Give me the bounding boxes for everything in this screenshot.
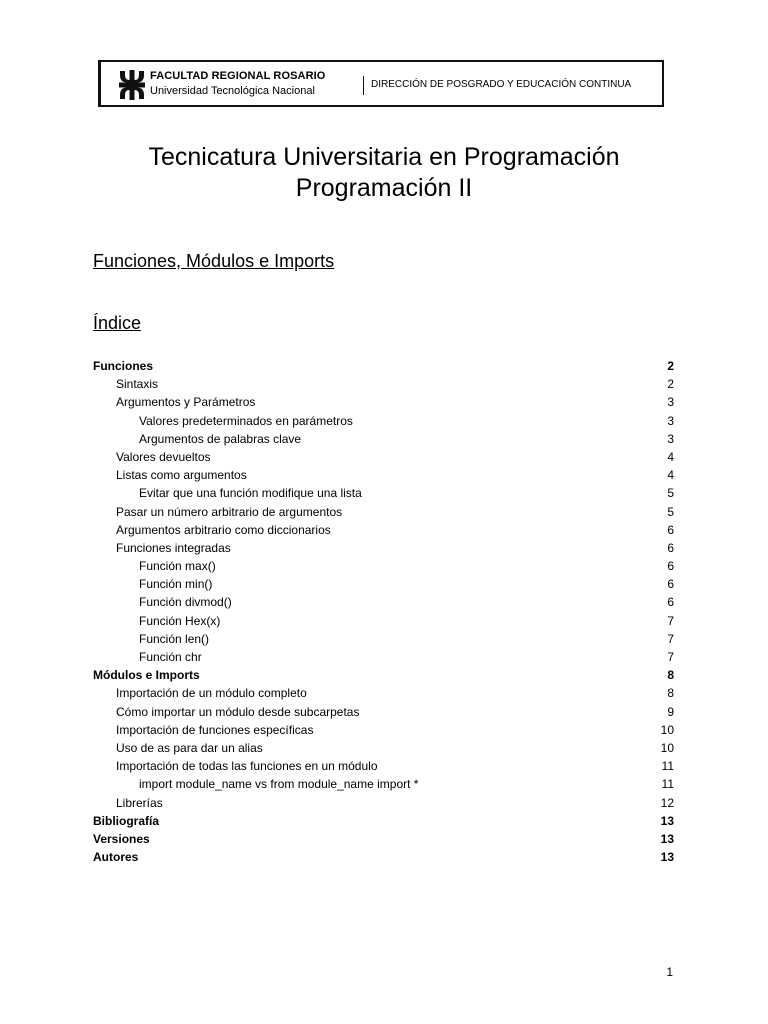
toc-entry-page[interactable]: 3: [667, 395, 674, 410]
document-title: [0, 142, 768, 204]
toc-entry-label[interactable]: Argumentos y Parámetros: [116, 395, 256, 410]
toc-entry-page[interactable]: 13: [660, 850, 674, 865]
toc-entry-label[interactable]: Valores devueltos: [116, 449, 211, 464]
toc-entry-page[interactable]: 6: [667, 540, 674, 555]
banner-divider: [363, 76, 364, 95]
toc-entry-page[interactable]: 7: [667, 613, 674, 628]
toc-entry[interactable]: [93, 503, 674, 521]
toc-entry-label[interactable]: Función max(): [139, 559, 216, 574]
toc-entry[interactable]: [93, 539, 674, 557]
table-of-contents: [93, 357, 674, 866]
utn-logo-icon: [119, 70, 145, 100]
toc-entry-label[interactable]: Argumentos de palabras clave: [139, 431, 302, 446]
toc-entry[interactable]: [93, 739, 674, 757]
toc-entry-label[interactable]: Listas como argumentos: [116, 468, 247, 483]
toc-entry[interactable]: [93, 412, 674, 430]
toc-entry[interactable]: [93, 648, 674, 666]
toc-entry-page[interactable]: 12: [660, 795, 674, 810]
toc-entry-page[interactable]: 13: [660, 831, 674, 846]
toc-entry-label[interactable]: import module_name vs from module_name import *: [139, 777, 419, 792]
toc-entry-page[interactable]: 10: [660, 740, 674, 755]
toc-entry[interactable]: [93, 430, 674, 448]
toc-entry-label[interactable]: Librerías: [116, 795, 163, 810]
toc-entry-page[interactable]: 4: [667, 468, 674, 483]
toc-entry-label[interactable]: Módulos e Imports: [93, 668, 200, 683]
department-name: DIRECCIÓN DE POSGRADO Y EDUCACIÓN CONTINUA: [371, 79, 632, 90]
page-number: 1: [666, 965, 673, 979]
toc-entry-page[interactable]: 13: [660, 813, 674, 828]
toc-entry-label[interactable]: Valores predeterminados en parámetros: [139, 413, 353, 428]
toc-entry[interactable]: [93, 593, 674, 611]
toc-entry[interactable]: [93, 448, 674, 466]
toc-entry[interactable]: [93, 375, 674, 393]
toc-entry[interactable]: [93, 757, 674, 775]
toc-entry-label[interactable]: Funciones: [93, 359, 154, 373]
toc-entry[interactable]: [93, 630, 674, 648]
toc-entry-label[interactable]: Función chr: [139, 650, 202, 664]
toc-entry[interactable]: [93, 812, 674, 830]
toc-entry[interactable]: [93, 612, 674, 630]
toc-entry-page[interactable]: 4: [667, 449, 674, 464]
toc-entry-page[interactable]: 7: [667, 650, 674, 664]
toc-entry-label[interactable]: Importación de un módulo completo: [116, 686, 307, 701]
title-line-2: Programación II: [295, 174, 473, 202]
toc-entry[interactable]: [93, 703, 674, 721]
index-heading: Índice: [93, 313, 142, 333]
toc-entry-label[interactable]: Funciones integradas: [116, 540, 231, 555]
toc-entry[interactable]: [93, 794, 674, 812]
toc-entry-page[interactable]: 9: [667, 704, 674, 719]
header-banner: [98, 60, 664, 107]
toc-entry[interactable]: [93, 721, 674, 739]
toc-entry-label[interactable]: Argumentos arbitrario como diccionarios: [116, 522, 331, 537]
toc-entry-label[interactable]: Función Hex(x): [139, 613, 221, 628]
toc-entry-label[interactable]: Sintaxis: [116, 377, 159, 392]
toc-entry-label[interactable]: Autores: [93, 850, 139, 865]
toc-entry-page[interactable]: 2: [667, 359, 674, 373]
toc-entry-page[interactable]: 2: [667, 377, 674, 392]
toc-entry[interactable]: [93, 666, 674, 684]
toc-entry-page[interactable]: 8: [667, 686, 674, 701]
section-heading: Funciones, Módulos e Imports: [93, 251, 335, 271]
toc-entry-label[interactable]: Función min(): [139, 577, 213, 592]
toc-entry-label[interactable]: Importación de funciones específicas: [116, 722, 314, 737]
toc-entry-label[interactable]: Bibliografía: [93, 813, 160, 828]
toc-entry-page[interactable]: 3: [667, 431, 674, 446]
toc-entry-label[interactable]: Cómo importar un módulo desde subcarpetas: [116, 704, 360, 719]
toc-entry-page[interactable]: 11: [661, 777, 674, 792]
toc-entry-page[interactable]: 10: [660, 722, 674, 737]
toc-entry-page[interactable]: 5: [667, 486, 674, 501]
toc-entry-label[interactable]: Importación de todas las funciones en un módulo: [116, 759, 378, 774]
toc-entry[interactable]: [93, 521, 674, 539]
toc-entry-label[interactable]: Uso de as para dar un alias: [116, 740, 263, 755]
toc-entry[interactable]: [93, 848, 674, 866]
toc-entry-page[interactable]: 11: [661, 759, 674, 774]
toc-entry-label[interactable]: Pasar un número arbitrario de argumentos: [116, 504, 343, 519]
toc-entry-label[interactable]: Versiones: [93, 831, 150, 846]
faculty-subtitle: Universidad Tecnológica Nacional: [150, 85, 315, 97]
toc-entry-label[interactable]: Función len(): [139, 631, 210, 646]
toc-entry-page[interactable]: 6: [667, 595, 674, 610]
toc-entry-label[interactable]: Evitar que una función modifique una lista: [139, 486, 362, 501]
toc-entry[interactable]: [93, 484, 674, 502]
toc-entry-page[interactable]: 5: [667, 504, 674, 519]
toc-entry-page[interactable]: 6: [667, 559, 674, 574]
toc-entry-page[interactable]: 8: [667, 668, 674, 683]
toc-entry-page[interactable]: 6: [667, 522, 674, 537]
toc-entry[interactable]: [93, 684, 674, 702]
toc-entry-page[interactable]: 3: [667, 413, 674, 428]
toc-entry[interactable]: [93, 830, 674, 848]
toc-entry-page[interactable]: 6: [667, 577, 674, 592]
title-line-1: Tecnicatura Universitaria en Programación: [148, 143, 620, 171]
toc-entry[interactable]: [93, 466, 674, 484]
toc-entry[interactable]: [93, 393, 674, 411]
toc-entry-label[interactable]: Función divmod(): [139, 595, 232, 610]
toc-entry[interactable]: [93, 357, 674, 375]
toc-entry[interactable]: [93, 557, 674, 575]
toc-entry[interactable]: [93, 775, 674, 793]
toc-entry-page[interactable]: 7: [667, 631, 674, 646]
faculty-title: FACULTAD REGIONAL ROSARIO: [150, 70, 326, 82]
toc-entry[interactable]: [93, 575, 674, 593]
